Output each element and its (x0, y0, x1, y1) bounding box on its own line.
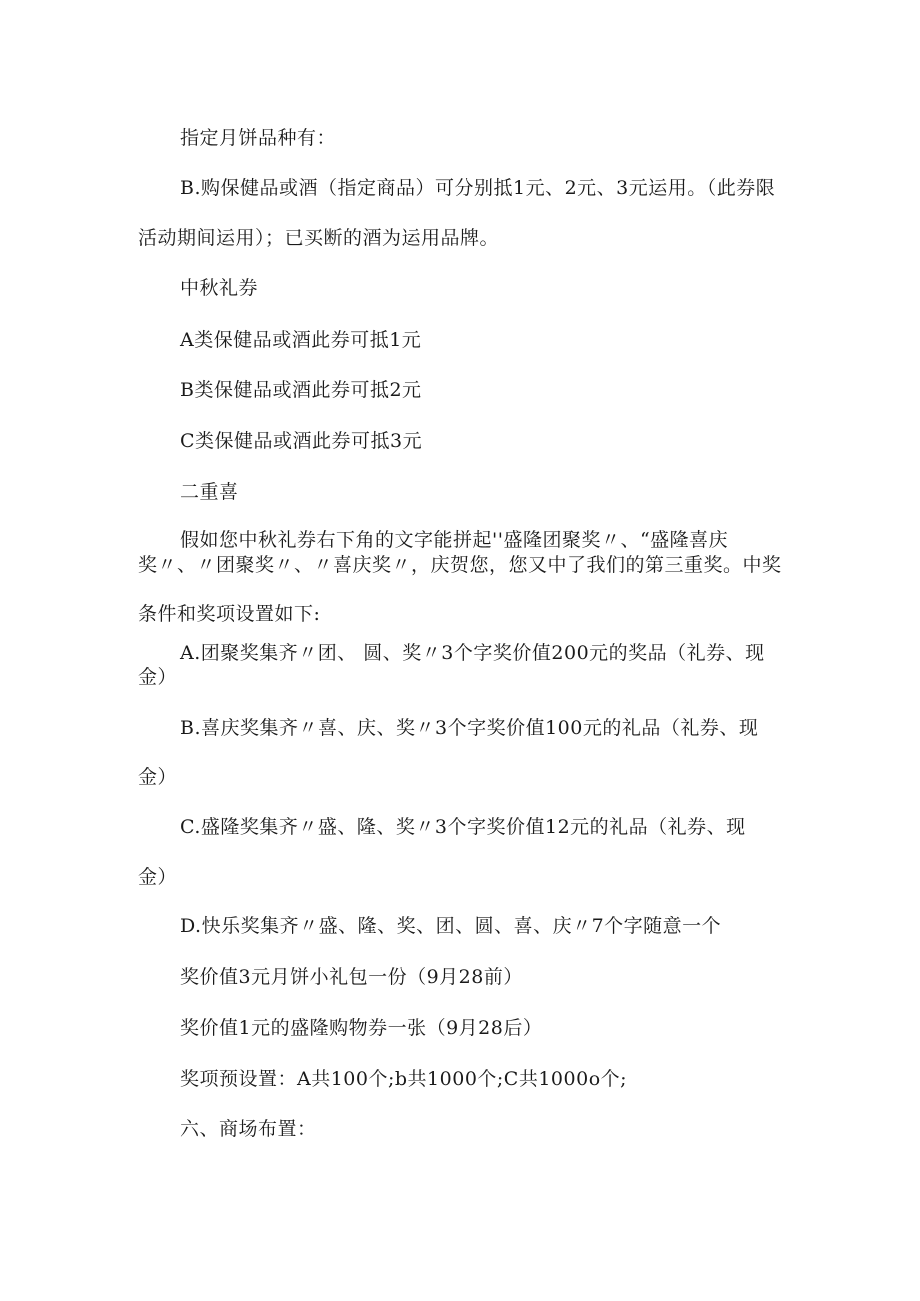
text-line: B类保健品或酒此券可抵2元 (180, 379, 422, 401)
text-line: 奖价值1元的盛隆购物券一张（9月28后） (180, 1017, 543, 1039)
section-heading: 中秋礼券 (180, 277, 259, 299)
text-line: 指定月饼品种有： (180, 127, 337, 149)
section-heading: 二重喜 (180, 481, 239, 503)
text-line: 奖项预设置：A共100个;b共1000个;C共1000o个; (180, 1068, 628, 1090)
text-line: B.购保健品或酒（指定商品）可分别抵1元、2元、3元运用。（此券限 (180, 177, 776, 199)
text-line: C类保健品或酒此券可抵3元 (180, 430, 423, 452)
text-line: 金） (138, 766, 178, 788)
text-line: A.团聚奖集齐〃团、 圆、奖〃3个字奖价值200元的奖品（礼券、现 (180, 642, 765, 664)
text-line: 奖价值3元月饼小礼包一份（9月28前） (180, 966, 523, 988)
text-line: 假如您中秋礼券右下角的文字能拼起''盛隆团聚奖〃、“盛隆喜庆 (180, 529, 729, 551)
text-line: 金） (138, 666, 178, 688)
text-line: A类保健品或酒此券可抵1元 (180, 329, 422, 351)
text-line: 金） (138, 866, 178, 888)
text-line: C.盛隆奖集齐〃盛、隆、奖〃3个字奖价值12元的礼品（礼券、现 (180, 816, 746, 838)
text-line: D.快乐奖集齐〃盛、隆、奖、团、圆、喜、庆〃7个字随意一个 (180, 915, 722, 937)
text-line: 活动期间运用）；已买断的酒为运用品牌。 (138, 227, 500, 249)
text-line: B.喜庆奖集齐〃喜、庆、奖〃3个字奖价值100元的礼品（礼券、现 (180, 717, 759, 739)
section-heading: 六、商场布置： (180, 1118, 317, 1140)
text-line: 条件和奖项设置如下: (138, 603, 321, 625)
text-line: 奖〃、〃团聚奖〃、〃喜庆奖〃，庆贺您，您又中了我们的第三重奖。中奖 (138, 554, 782, 576)
